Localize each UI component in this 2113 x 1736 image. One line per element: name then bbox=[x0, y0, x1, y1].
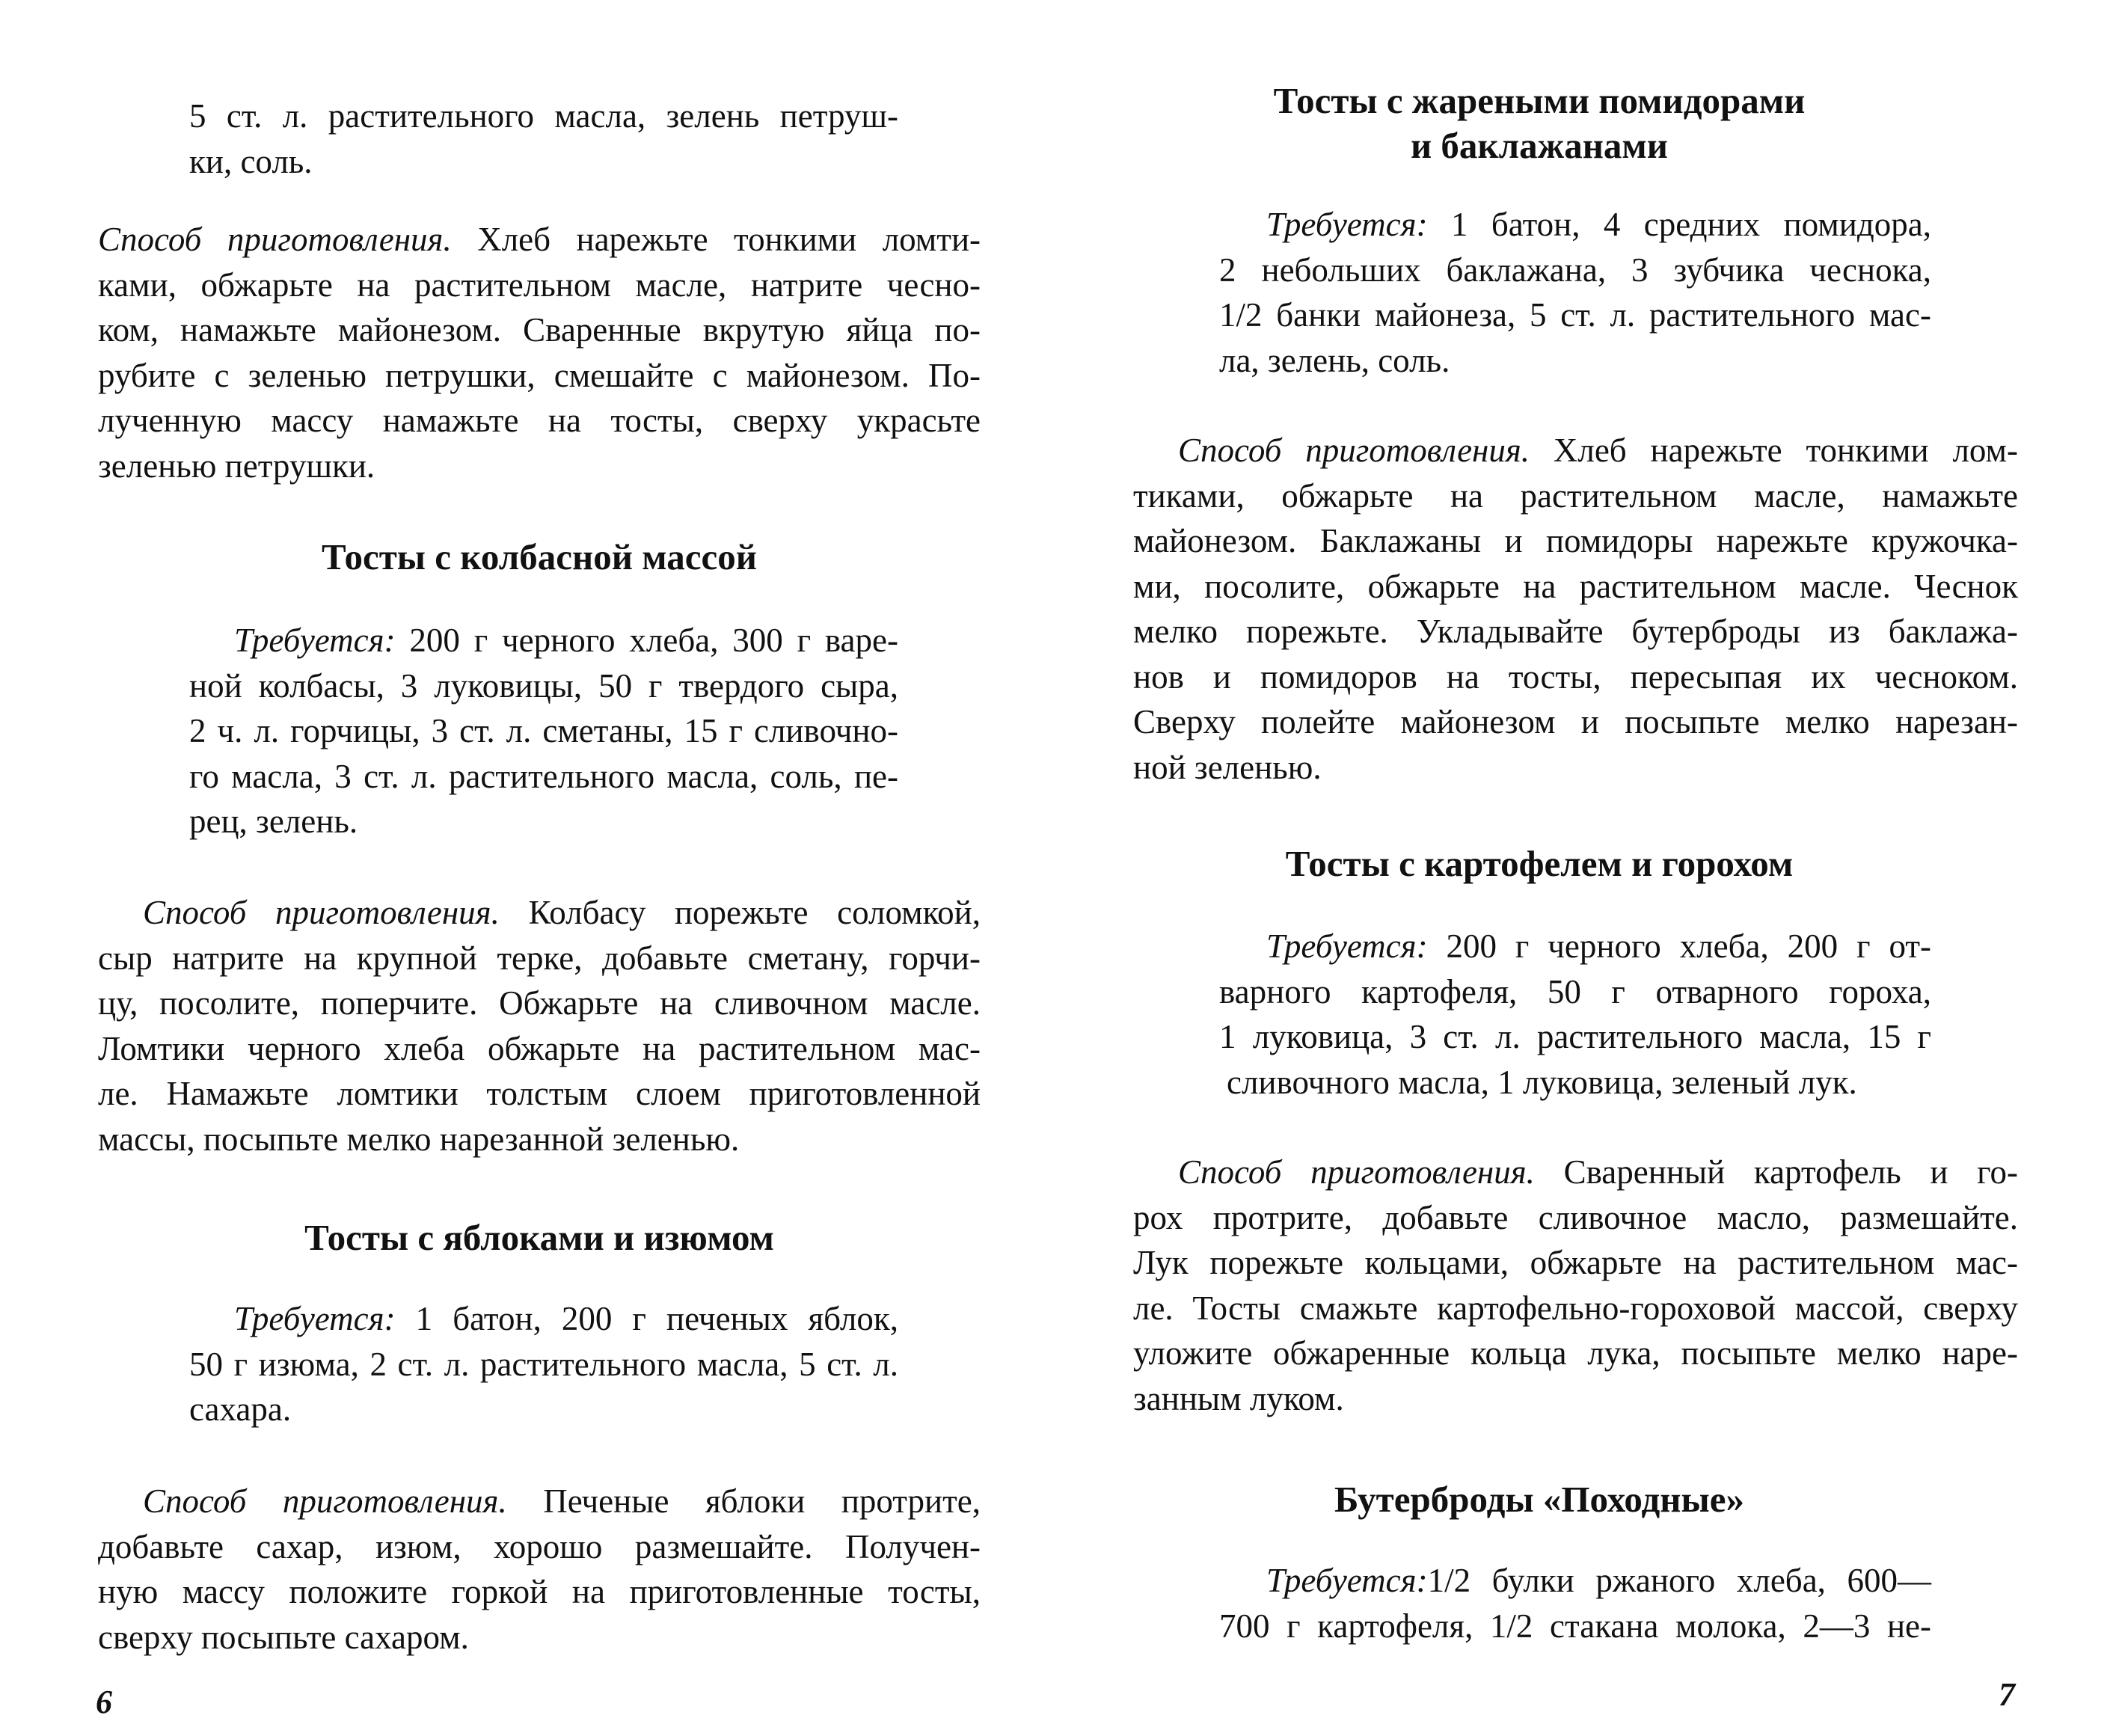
method-label: Способ приготовления. bbox=[1178, 432, 1530, 469]
text-span: 200 г черного хлеба, 300 г варе- bbox=[395, 622, 898, 659]
ingredients-block bbox=[1219, 924, 1931, 1105]
text-line: 1 луковица, 3 ст. л. растительного масла, 15 г bbox=[1219, 1018, 1931, 1055]
text-line: добавьте сахар, изюм, хорошо размешайте. Получен- bbox=[98, 1527, 981, 1565]
text-line bbox=[1219, 1558, 1931, 1604]
text-line: 700 г картофеля, 1/2 стакана молока, 2—3 не- bbox=[1219, 1607, 1931, 1645]
text-line: массы, посыпьте мелко нарезанной зеленью. bbox=[98, 1120, 740, 1158]
method-label: Способ приготовления. bbox=[143, 894, 500, 931]
page-number: 6 bbox=[96, 1684, 112, 1720]
text-line: майонезом. Баклажаны и помидоры нарежьте кружочка- bbox=[1133, 522, 2018, 559]
ingredients-label: Требуется: bbox=[234, 622, 396, 659]
text-line: сахара. bbox=[189, 1390, 292, 1428]
text-span: 1 батон, 200 г печеных яблок, bbox=[395, 1300, 898, 1337]
text-line bbox=[189, 618, 898, 663]
recipe-title: Тосты с яблоками и изюмом bbox=[304, 1217, 774, 1258]
text-line bbox=[1133, 1150, 2018, 1195]
text-line: мелко порежьте. Укладывайте бутерброды из баклажа- bbox=[1133, 613, 2018, 650]
text-line: занным луком. bbox=[1133, 1379, 1344, 1417]
text-line: варного картофеля, 50 г отварного гороха, bbox=[1219, 972, 1931, 1010]
text-line: нов и помидоров на тосты, пересыпая их чесноком. bbox=[1133, 657, 2018, 696]
text-line: 5 ст. л. растительного масла, зелень петруш- bbox=[189, 97, 898, 135]
recipe-title: Бутерброды «Походные» bbox=[1334, 1479, 1745, 1520]
text-line: 2 ч. л. горчицы, 3 ст. л. сметаны, 15 г сливочно- bbox=[189, 712, 898, 749]
text-line: ком, намажьте майонезом. Сваренные вкрутую яйца по- bbox=[98, 311, 981, 349]
text-line: Ломтики черного хлеба обжарьте на растительном мас- bbox=[98, 1029, 981, 1067]
right-page bbox=[1056, 0, 2113, 1736]
text-line: сыр натрите на крупной терке, добавьте сметану, горчи- bbox=[98, 939, 981, 977]
text-line bbox=[98, 890, 981, 936]
method-label: Способ приготовления. bbox=[1178, 1153, 1535, 1191]
text-line: ле. Тосты смажьте картофельно-гороховой массой, сверху bbox=[1133, 1289, 2018, 1327]
text-span: 200 г черного хлеба, 200 г от- bbox=[1427, 927, 1931, 965]
text-line bbox=[98, 1479, 981, 1524]
ingredients-block bbox=[189, 1296, 898, 1432]
recipe-title bbox=[1131, 79, 1948, 168]
method-label: Способ приготовления. bbox=[98, 221, 452, 258]
text-span: Колбасу порежьте соломкой, bbox=[499, 894, 981, 931]
text-line bbox=[98, 217, 981, 263]
text-line: тиками, обжарьте на растительном масле, намажьте bbox=[1133, 476, 2018, 515]
ingredients-label: Требуется: bbox=[234, 1300, 396, 1337]
page-number: 7 bbox=[1999, 1676, 2015, 1713]
text-line: 50 г изюма, 2 ст. л. растительного масла, 5 ст. л. bbox=[189, 1345, 898, 1383]
text-line: лученную массу намажьте на тосты, сверху украсьте bbox=[98, 402, 981, 439]
recipe-title: Тосты с колбасной массой bbox=[322, 536, 757, 577]
text-line: 2 небольших баклажана, 3 зубчика чеснока, bbox=[1219, 251, 1931, 289]
text-line: цу, посолите, поперчите. Обжарьте на сливочном масле. bbox=[98, 984, 981, 1022]
text-line: ле. Намажьте ломтики толстым слоем приготовленной bbox=[98, 1075, 981, 1112]
method-label: Способ приготовления. bbox=[143, 1482, 507, 1520]
ingredients-block bbox=[1219, 202, 1931, 383]
text-line: уложите обжаренные кольца лука, посыпьте мелко наре- bbox=[1133, 1334, 2018, 1372]
method-block bbox=[1133, 428, 2018, 790]
text-line: рубите с зеленью петрушки, смешайте с майонезом. По- bbox=[98, 356, 981, 394]
title-line: Тосты с жареными помидорами bbox=[1273, 80, 1806, 121]
ingredients-label: Требуется: bbox=[1266, 1562, 1428, 1599]
text-line: ки, соль. bbox=[189, 142, 313, 180]
recipe-title: Тосты с картофелем и горохом bbox=[1285, 843, 1794, 884]
text-line: сверху посыпьте сахаром. bbox=[98, 1618, 469, 1656]
text-span: Печеные яблоки протрите, bbox=[506, 1482, 981, 1520]
ingredients-label: Требуется: bbox=[1266, 206, 1428, 243]
text-span: Хлеб нарежьте тонкими ломти- bbox=[451, 221, 981, 258]
text-line bbox=[189, 1296, 898, 1342]
ingredients-block bbox=[1219, 1558, 1931, 1648]
text-line: 1/2 банки майонеза, 5 ст. л. растительного мас- bbox=[1219, 296, 1931, 334]
text-line: сливочного масла, 1 луковица, зеленый лук. bbox=[1227, 1063, 1857, 1101]
method-block bbox=[98, 1479, 981, 1660]
text-line bbox=[1219, 202, 1931, 248]
ingredients-block bbox=[189, 618, 898, 844]
intro-ingredients bbox=[189, 93, 898, 184]
text-line: ла, зелень, соль. bbox=[1219, 341, 1450, 379]
text-line: ками, обжарьте на растительном масле, натрите чесно- bbox=[98, 266, 981, 304]
text-line: ной зеленью. bbox=[1133, 748, 1322, 786]
text-line: рох протрите, добавьте сливочное масло, размешайте. bbox=[1133, 1198, 2018, 1236]
text-line: зеленью петрушки. bbox=[98, 447, 375, 485]
left-page bbox=[0, 0, 1056, 1736]
text-line bbox=[1219, 924, 1931, 969]
text-span: 1 батон, 4 средних помидора, bbox=[1427, 206, 1931, 243]
ingredients-label: Требуется: bbox=[1266, 927, 1428, 965]
text-span: 1/2 булки ржаного хлеба, 600— bbox=[1427, 1562, 1931, 1599]
text-line bbox=[1133, 428, 2018, 473]
text-line: Лук порежьте кольцами, обжарьте на растительном мас- bbox=[1133, 1244, 2018, 1281]
intro-method bbox=[98, 217, 981, 488]
title-line: и баклажанами bbox=[1410, 125, 1669, 166]
text-span: Сваренный картофель и го- bbox=[1534, 1153, 2019, 1191]
text-line: Сверху полейте майонезом и посыпьте мелко нарезан- bbox=[1133, 703, 2018, 740]
text-span: Хлеб нарежьте тонкими лом- bbox=[1530, 432, 2019, 469]
text-line: го масла, 3 ст. л. растительного масла, соль, пе- bbox=[189, 757, 898, 795]
method-block bbox=[98, 890, 981, 1162]
text-line: ми, посолите, обжарьте на растительном масле. Чеснок bbox=[1133, 567, 2018, 605]
text-line: ной колбасы, 3 луковицы, 50 г твердого сыра, bbox=[189, 666, 898, 705]
text-line: ную массу положите горкой на приготовленные тосты, bbox=[98, 1573, 981, 1610]
method-block bbox=[1133, 1150, 2018, 1421]
text-line: рец, зелень. bbox=[189, 803, 358, 840]
